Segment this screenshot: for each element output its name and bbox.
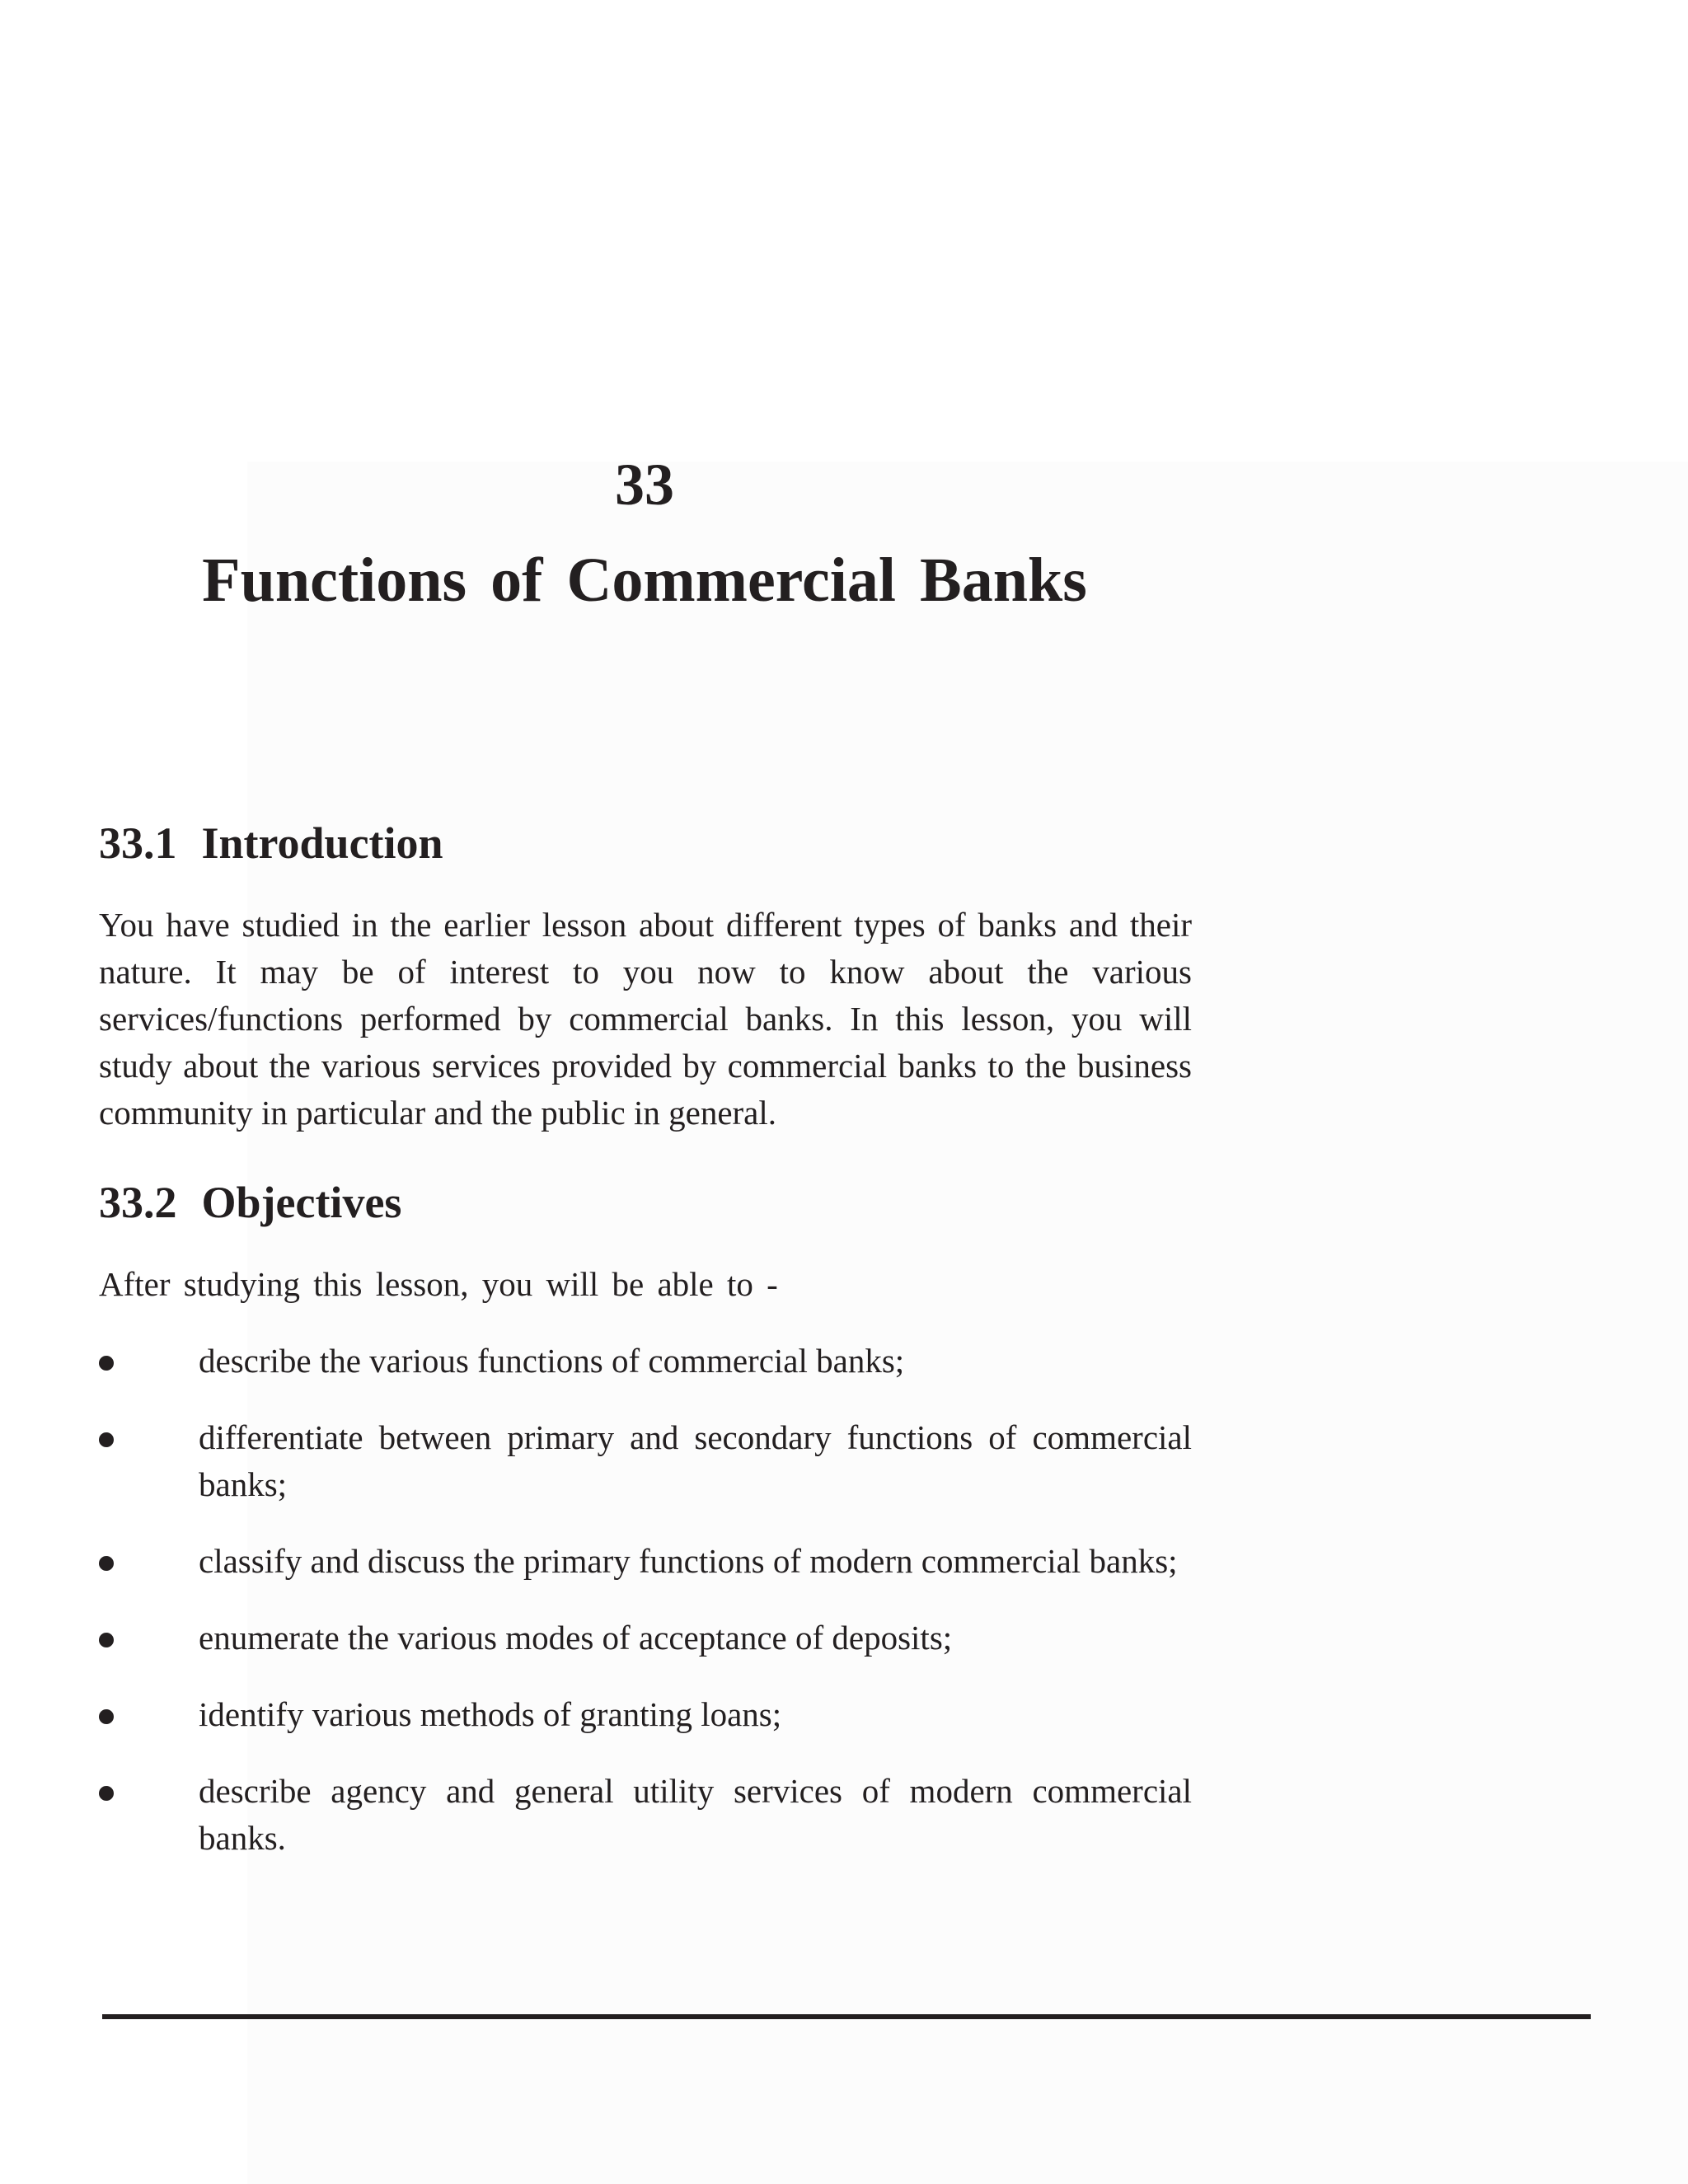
page-background [247, 462, 1688, 2184]
objective-text: differentiate between primary and secondary functions of commercial banks; [199, 1418, 1192, 1503]
chapter-number: 33 [615, 452, 674, 518]
section-heading-introduction [99, 814, 443, 872]
bullet-icon [99, 1556, 114, 1571]
bullet-icon [99, 1432, 114, 1447]
list-item [99, 1538, 1192, 1585]
bullet-icon [99, 1633, 114, 1647]
chapter-title: Functions of Commercial Banks [202, 546, 1087, 615]
bullet-icon [99, 1356, 114, 1371]
section-title: Objectives [201, 1178, 402, 1227]
section-heading-objectives [99, 1174, 401, 1231]
section-number: 33.2 [99, 1178, 177, 1227]
objectives-lead: After studying this lesson, you will be able to - [99, 1265, 778, 1303]
section-number: 33.1 [99, 818, 177, 868]
bullet-icon [99, 1786, 114, 1801]
objective-text: enumerate the various modes of acceptance of deposits; [199, 1619, 953, 1657]
footer-rule [102, 2014, 1591, 2019]
objective-text: describe the various functions of commercial banks; [199, 1342, 905, 1380]
list-item [99, 1615, 1192, 1661]
list-item [99, 1768, 1192, 1862]
list-item [99, 1691, 1192, 1738]
list-item [99, 1414, 1192, 1508]
bullet-icon [99, 1709, 114, 1724]
objective-text: identify various methods of granting loans; [199, 1695, 782, 1733]
list-item [99, 1338, 1192, 1385]
introduction-paragraph: You have studied in the earlier lesson about different types of banks and their nature. It may be of interest to you now to know about the various services/functions performed by commercial banks. In this lesson, you will study about the various services provided by commercial banks to the business community in particular and the public in general. [99, 906, 1192, 1132]
objective-text: describe agency and general utility services of modern commercial banks. [199, 1772, 1192, 1857]
objectives-list [99, 1338, 1192, 1891]
section-title: Introduction [201, 818, 443, 868]
objective-text: classify and discuss the primary functions of modern commercial banks; [199, 1542, 1178, 1580]
